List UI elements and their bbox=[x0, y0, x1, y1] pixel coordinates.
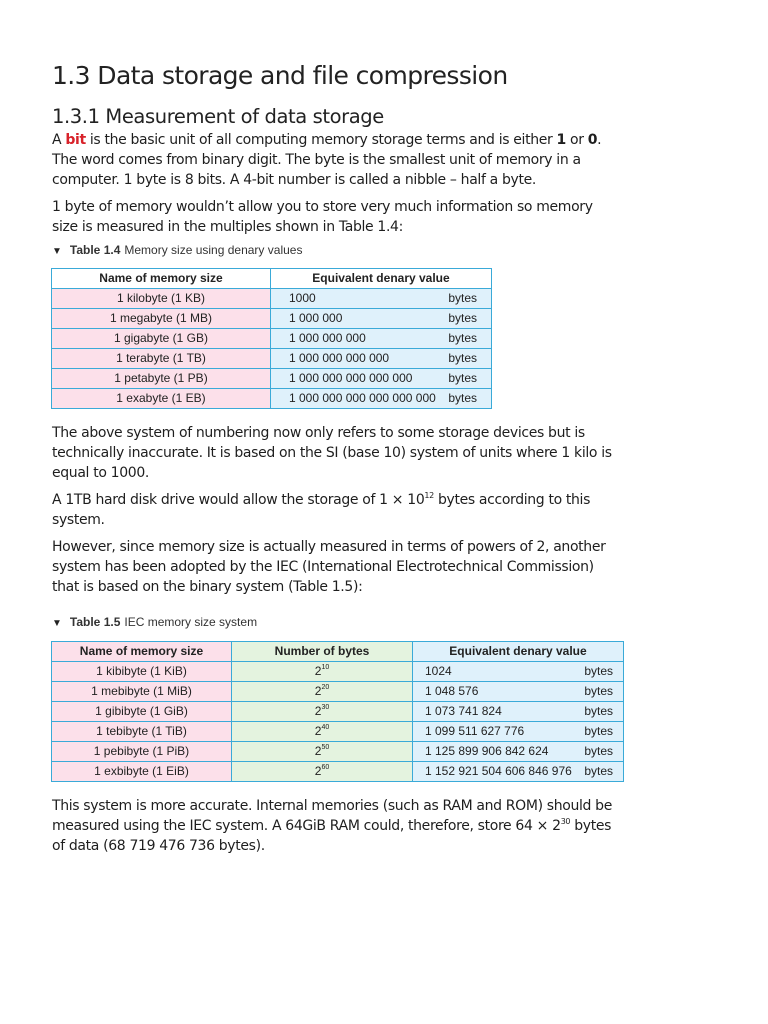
table-row bbox=[52, 762, 624, 782]
unit-label: bytes bbox=[584, 704, 613, 718]
power-of-two bbox=[232, 722, 413, 742]
power-of-two bbox=[232, 662, 413, 682]
table-number: Table 1.4 bbox=[69, 243, 121, 257]
column-header: Equivalent denary value bbox=[271, 269, 492, 289]
subsection-heading: 1.3.1 Measurement of data storage bbox=[52, 105, 384, 128]
unit-label: bytes bbox=[584, 684, 613, 698]
denary-value: 1 000 000 bbox=[289, 311, 343, 325]
unit-label: bytes bbox=[448, 311, 477, 325]
denary-value-cell bbox=[271, 369, 492, 389]
table-row bbox=[52, 309, 492, 329]
denary-value: 1 152 921 504 606 846 976 bbox=[425, 764, 572, 778]
denary-value-cell bbox=[271, 329, 492, 349]
power-exponent: 20 bbox=[321, 684, 330, 691]
denary-value-cell bbox=[413, 682, 624, 702]
table-number: Table 1.5 bbox=[69, 615, 121, 629]
unit-label: bytes bbox=[584, 664, 613, 678]
table-caption-text: IEC memory size system bbox=[124, 615, 258, 629]
text-fragment: or bbox=[565, 132, 588, 148]
triangle-marker-icon: ▼ bbox=[52, 246, 62, 257]
text-fragment: bytes according to this system. bbox=[52, 492, 591, 528]
unit-label: bytes bbox=[448, 371, 477, 385]
table-row bbox=[52, 329, 492, 349]
denary-value: 1 048 576 bbox=[425, 684, 479, 698]
paragraph-si-system: The above system of numbering now only refers to some storage devices but is technically inaccurate. It is based on the SI (base 10) system of units where 1 kilo is equal to 1000. bbox=[52, 425, 612, 481]
table-row bbox=[52, 702, 624, 722]
table-row bbox=[52, 349, 492, 369]
memory-size-name: 1 pebibyte (1 PiB) bbox=[52, 742, 232, 762]
power-exponent: 60 bbox=[321, 764, 330, 771]
denary-value: 1 000 000 000 000 bbox=[289, 351, 390, 365]
power-of-two bbox=[232, 682, 413, 702]
denary-value-cell bbox=[271, 349, 492, 369]
denary-value: 1024 bbox=[425, 664, 452, 678]
table-1-5-caption bbox=[52, 614, 612, 632]
column-header: Number of bytes bbox=[232, 642, 413, 662]
text-fragment: . The word comes from binary digit. The byte is the smallest unit of memory in a computer. 1 byte is 8 bits. A 4-bit number is called a nibble – half a byte. bbox=[52, 132, 602, 188]
unit-label: bytes bbox=[584, 764, 613, 778]
table-row bbox=[52, 662, 624, 682]
power-base: 2 bbox=[314, 764, 322, 778]
power-base: 2 bbox=[314, 744, 322, 758]
key-term-bit: bit bbox=[65, 132, 86, 148]
column-header: Name of memory size bbox=[52, 642, 232, 662]
denary-value: 1 125 899 906 842 624 bbox=[425, 744, 549, 758]
table-row bbox=[52, 722, 624, 742]
denary-value: 1 073 741 824 bbox=[425, 704, 502, 718]
memory-size-name: 1 exabyte (1 EB) bbox=[52, 389, 271, 409]
text-fragment: A bbox=[52, 132, 66, 148]
memory-size-name: 1 terabyte (1 TB) bbox=[52, 349, 271, 369]
memory-size-name: 1 megabyte (1 MB) bbox=[52, 309, 271, 329]
denary-value: 1 000 000 000 000 000 bbox=[289, 371, 413, 385]
table-1-4 bbox=[51, 268, 492, 409]
memory-size-name: 1 kilobyte (1 KB) bbox=[52, 289, 271, 309]
paragraph-memory-multiples: 1 byte of memory wouldn’t allow you to store very much information so memory size is measured in the multiples shown in Table 1.4: bbox=[52, 199, 593, 235]
textbook-page bbox=[52, 58, 612, 856]
exponent: 30 bbox=[560, 817, 571, 826]
power-of-two bbox=[232, 762, 413, 782]
text-fragment: A 1TB hard disk drive would allow the storage of 1 × 10 bbox=[52, 492, 425, 508]
power-exponent: 40 bbox=[321, 724, 330, 731]
unit-label: bytes bbox=[448, 331, 477, 345]
power-of-two bbox=[232, 742, 413, 762]
unit-label: bytes bbox=[448, 291, 477, 305]
memory-size-name: 1 mebibyte (1 MiB) bbox=[52, 682, 232, 702]
table-row bbox=[52, 742, 624, 762]
exponent: 12 bbox=[424, 491, 434, 500]
memory-size-name: 1 petabyte (1 PB) bbox=[52, 369, 271, 389]
denary-value: 1000 bbox=[289, 291, 316, 305]
memory-size-name: 1 kibibyte (1 KiB) bbox=[52, 662, 232, 682]
unit-label: bytes bbox=[584, 744, 613, 758]
unit-label: bytes bbox=[448, 391, 477, 405]
table-row bbox=[52, 289, 492, 309]
denary-value: 1 000 000 000 bbox=[289, 331, 366, 345]
denary-value: 1 000 000 000 000 000 000 bbox=[289, 391, 436, 405]
denary-value-cell bbox=[271, 389, 492, 409]
memory-size-name: 1 gigabyte (1 GB) bbox=[52, 329, 271, 349]
paragraph-hard-disk bbox=[52, 490, 612, 530]
section-heading: 1.3 Data storage and file compression bbox=[52, 61, 508, 90]
power-base: 2 bbox=[314, 724, 322, 738]
power-base: 2 bbox=[314, 684, 322, 698]
table-header-row bbox=[52, 642, 624, 662]
power-exponent: 10 bbox=[321, 664, 330, 671]
power-base: 2 bbox=[314, 664, 322, 678]
denary-value-cell bbox=[413, 762, 624, 782]
table-row bbox=[52, 369, 492, 389]
table-1-5 bbox=[51, 641, 624, 782]
table-1-4-caption bbox=[52, 242, 612, 260]
table-row bbox=[52, 389, 492, 409]
paragraph-iec-intro: However, since memory size is actually measured in terms of powers of 2, another system has been adopted by the IEC (International Electrotechnical Commission) that is based on the binary system (Table 1.5): bbox=[52, 539, 606, 595]
denary-value-cell bbox=[271, 289, 492, 309]
text-fragment: bytes of data (68 719 476 736 bytes). bbox=[52, 818, 612, 854]
denary-value-cell bbox=[413, 662, 624, 682]
memory-size-name: 1 tebibyte (1 TiB) bbox=[52, 722, 232, 742]
denary-value-cell bbox=[413, 702, 624, 722]
power-base: 2 bbox=[314, 704, 322, 718]
paragraph-bit-definition bbox=[52, 130, 612, 190]
memory-size-name: 1 exbibyte (1 EiB) bbox=[52, 762, 232, 782]
denary-value-cell bbox=[271, 309, 492, 329]
denary-value-cell bbox=[413, 722, 624, 742]
power-exponent: 30 bbox=[321, 704, 330, 711]
table-header-row bbox=[52, 269, 492, 289]
denary-value-cell bbox=[413, 742, 624, 762]
column-header: Equivalent denary value bbox=[413, 642, 624, 662]
text-fragment: This system is more accurate. Internal memories (such as RAM and ROM) should be measured using the IEC system. A 64GiB RAM could, therefore, store 64 × 2 bbox=[52, 798, 612, 834]
unit-label: bytes bbox=[584, 724, 613, 738]
binary-zero: 0 bbox=[587, 132, 598, 148]
memory-size-name: 1 gibibyte (1 GiB) bbox=[52, 702, 232, 722]
power-exponent: 50 bbox=[321, 744, 330, 751]
paragraph-iec-accuracy bbox=[52, 796, 612, 856]
unit-label: bytes bbox=[448, 351, 477, 365]
column-header: Name of memory size bbox=[52, 269, 271, 289]
power-of-two bbox=[232, 702, 413, 722]
table-caption-text: Memory size using denary values bbox=[124, 243, 303, 257]
denary-value: 1 099 511 627 776 bbox=[425, 724, 525, 738]
binary-one: 1 bbox=[556, 132, 566, 148]
table-row bbox=[52, 682, 624, 702]
triangle-marker-icon: ▼ bbox=[52, 618, 62, 629]
text-fragment: is the basic unit of all computing memory storage terms and is either bbox=[85, 132, 557, 148]
